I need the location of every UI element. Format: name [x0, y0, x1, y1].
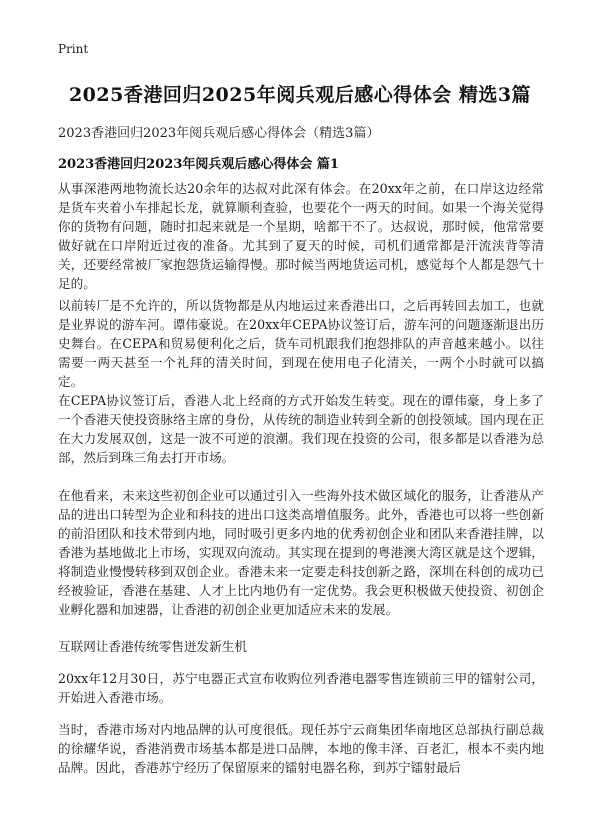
subsection-heading: 互联网让香港传统零售迸发新生机	[58, 639, 247, 654]
body-paragraph: 从事深港两地物流长达20余年的达叔对此深有体会。在20xx年之前，在口岸这边经常是货车夹着小车排起长龙，就算顺利查验，也要花个一两天的时间。如果一个海关觉得你的货物有问题，随时扣起来就是一个星期，啥都干不了。达叔说，那时候，他常常要做好就在口岸附近过夜的准备。尤其到了夏天的时候，司机们通常都是汗流浃背等清关，还要经常被厂家抱怨货运输得慢。那时候当两地货运司机，感觉每个人都是怨气十足的。	[58, 181, 544, 291]
section-heading: 2023香港回归2023年阅兵观后感心得体会 篇1	[58, 157, 339, 172]
body-paragraph: 以前转厂是不允许的，所以货物都是从内地运过来香港出口，之后再转回去加工，也就是业界说的游车河。谭伟豪说。在20xx年CEPA协议签订后，游车河的问题逐渐退出历史舞台。在CEPA和贸易便利化之后，货车司机跟我们抱怨排队的声音越来越小。以往需要一两天甚至一个礼拜的清关时间，到现在使用电子化清关，一两个小时就可以搞定。	[58, 298, 544, 389]
body-paragraph: 在CEPA协议签订后，香港人北上经商的方式开始发生转变。现在的谭伟豪，身上多了一个香港天使投资脉络主席的身份，从传统的制造业转到全新的创投领域。国内现在正在大力发展双创，这是一波不可逆的浪潮。我们现在投资的公司，很多都是以香港为总部，然后到珠三角去打开市场。	[58, 393, 544, 465]
body-paragraph: 在他看来，未来这些初创企业可以通过引入一些海外技术做区域化的服务，让香港从产品的进出口转型为企业和科技的进出口这类高增值服务。此外，香港也可以将一些创新的前沿团队和技术带到内地，同时吸引更多内地的优秀初创企业和团队来香港挂牌，以香港为基地做北上市场，实现双向流动。其实现在提到的粤港澳大湾区就是这个逻辑，将制造业慢慢转移到双创企业。香港未来一定要走科技创新之路，深圳在科创的成功已经被验证，香港在基建、人才上比内地仍有一定优势。我会更积极做天使投资、初创企业孵化器和加速器，让香港的初创企业更加适应未来的发展。	[58, 488, 544, 617]
document-subtitle: 2023香港回归2023年阅兵观后感心得体会（精选3篇）	[58, 126, 380, 141]
body-paragraph: 当时，香港市场对内地品牌的认可度很低。现任苏宁云商集团华南地区总部执行副总裁的徐耀华说，香港消费市场基本都是进口品牌，本地的像丰泽、百老汇，根本不卖内地品牌。因此，香港苏宁经历了保留原来的镭射电器名称，到苏宁镭射最后	[58, 722, 544, 775]
body-paragraph: 20xx年12月30日，苏宁电器正式宣布收购位列香港电器零售连锁前三甲的镭射公司，开始进入香港市场。	[58, 671, 544, 705]
print-label: Print	[58, 42, 89, 56]
page-title: 2025香港回归2025年阅兵观后感心得体会 精选3篇	[68, 84, 532, 106]
